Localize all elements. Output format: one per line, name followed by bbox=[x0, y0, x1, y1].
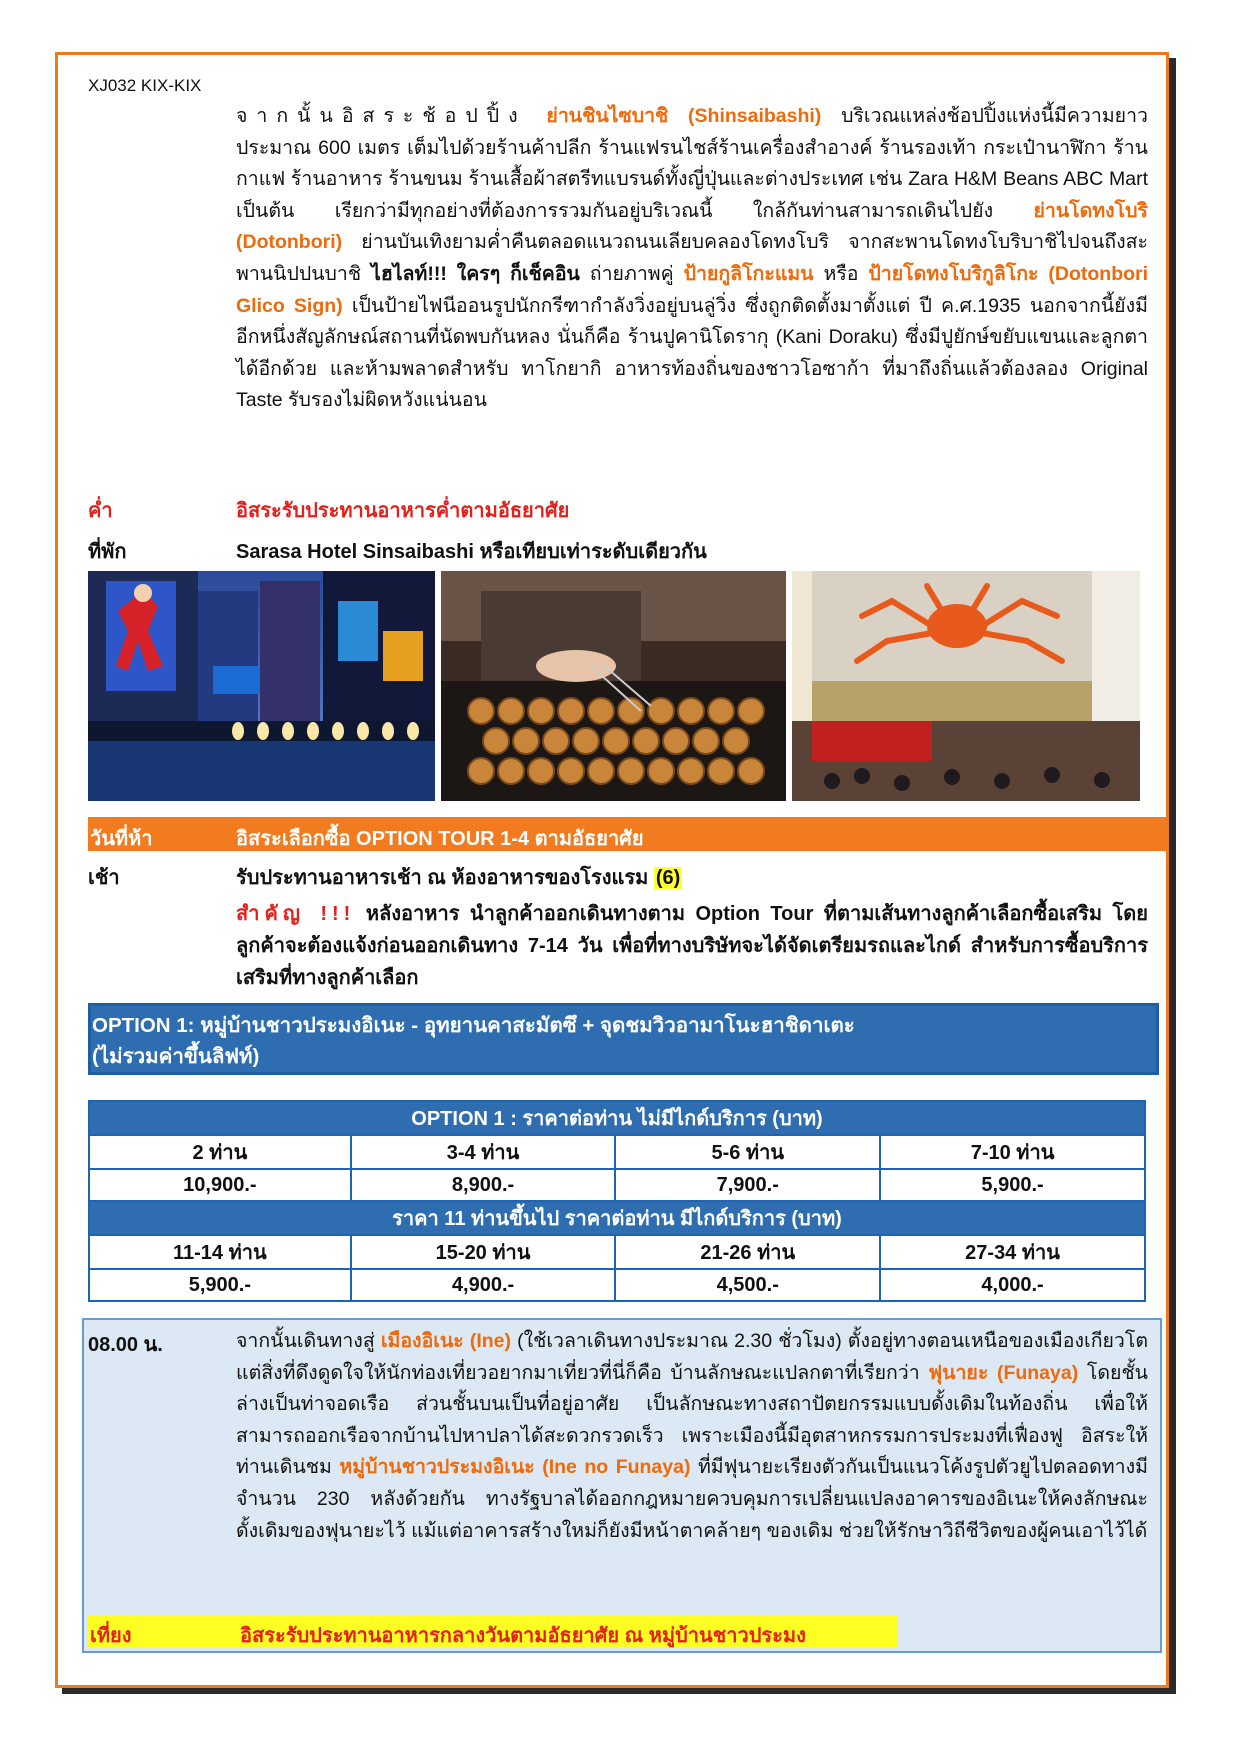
lunch-label: เที่ยง bbox=[90, 1625, 132, 1647]
group-cell: 27-34 ท่าน bbox=[880, 1235, 1145, 1269]
day-five-title: อิสระเลือกซื้อ OPTION TOUR 1-4 ตามอัธยาศัย bbox=[236, 828, 644, 850]
price-cell: 5,900.- bbox=[880, 1169, 1145, 1201]
lunch-text: อิสระรับประทานอาหารกลางวันตามอัธยาศัย ณ หมู่บ้านชาวประมง bbox=[240, 1625, 806, 1647]
intro-or: หรือ bbox=[823, 262, 859, 285]
table-row bbox=[89, 1135, 1145, 1169]
schedule-text-3: ที่มีฟุนายะเรียงตัวกันเป็นแนวโค้งรูปตัวยูไปตลอดทางมีจำนวน 230 หลังด้วยกัน ทางรัฐบาลได้ออกกฎหมายควบคุมการเปลี่ยนแปลงอาคารของอิเนะให้คงลักษณะดั้งเดิมของฟุนายะไว้ แม้แต่อาคารสร้างใหม่ก็ยังมีหน้าตาคล้ายๆ ของเดิม ช่วยให้รักษาวิถีชีวิตของผู้คนเอาไว้ได้ bbox=[236, 1456, 1148, 1542]
day-five-band bbox=[88, 817, 1166, 851]
intro-text-2: บริเวณแหล่งช้อปปิ้งแห่งนี้มีความยาวประมาณ 600 เมตร เต็มไปด้วยร้านค้าปลีก ร้านแฟรนไชส์ร้านเครื่องสำอางค์ ร้านรองเท้า กระเป๋านาฬิกา ร้านกาแฟ ร้านอาหาร ร้านขนม ร้านเสื้อผ้าสตรีทแบรนด์ทั้งญี่ปุ่นและต่างประเทศ เช่น Zara H&M Beans ABC Mart เป็นต้น เรียกว่ามีทุกอย่างที่ต้องการรวมกันอยู่บริเวณนี้ ใกล้กันท่านสามารถเดินไปยัง bbox=[236, 105, 1149, 222]
breakfast-line bbox=[236, 861, 682, 893]
important-note bbox=[236, 898, 1148, 994]
price-cell: 4,500.- bbox=[615, 1269, 880, 1301]
glico-sign-highlight: ป้ายโดทงโบริกูลิโกะ (Dotonbori Glico Sign) bbox=[236, 262, 1149, 317]
price-header-row bbox=[89, 1101, 1145, 1135]
option1-band bbox=[88, 1003, 1159, 1075]
important-text: หลังอาหาร นำลูกค้าออกเดินทางตาม Option Tour ที่ตามเส้นทางลูกค้าเลือกซื้อเสริม โดยลูกค้าจะต้องแจ้งก่อนออกเดินทาง 7-14 วัน เพื่อที่ทางบริษัทจะได้จัดเตรียมรถและไกด์ สำหรับการซื้อบริการเสริมที่ทางลูกค้าเลือก bbox=[236, 903, 1148, 989]
photo-glico-sign bbox=[88, 571, 435, 801]
funaya-highlight: ฟุนายะ (Funaya) bbox=[928, 1361, 1079, 1384]
hotel-suffix: หรือเทียบเท่าระดับเดียวกัน bbox=[479, 541, 707, 563]
hotel-label: ที่พัก bbox=[88, 541, 127, 563]
price-header-1: OPTION 1 : ราคาต่อท่าน ไม่มีไกด์บริการ (บาท) bbox=[89, 1101, 1145, 1135]
important-label: สำคัญ !!! bbox=[236, 903, 356, 925]
group-cell: 7-10 ท่าน bbox=[880, 1135, 1145, 1169]
group-cell: 2 ท่าน bbox=[89, 1135, 351, 1169]
price-header-row bbox=[89, 1201, 1145, 1235]
ine-funaya-highlight: หมู่บ้านชาวประมงอิเนะ (Ine no Funaya) bbox=[339, 1456, 691, 1479]
group-cell: 15-20 ท่าน bbox=[351, 1235, 616, 1269]
dinner-text: อิสระรับประทานอาหารค่ำตามอัธยาศัย bbox=[236, 500, 570, 522]
option1-note: (ไม่รวมค่าขึ้นลิฟท์) bbox=[92, 1045, 260, 1068]
intro-paragraph bbox=[236, 101, 1148, 417]
option1-title: OPTION 1: หมู่บ้านชาวประมงอิเนะ - อุทยานคาสะมัตซึ + จุดชมวิวอามาโนะฮาชิดาเตะ bbox=[92, 1014, 855, 1037]
price-cell: 10,900.- bbox=[89, 1169, 351, 1201]
highlight-checkin: ไฮไลท์!!! ใครๆ ก็เช็คอิน bbox=[371, 262, 580, 285]
shinsaibashi-highlight: ย่านชินไซบาชิ (Shinsaibashi) bbox=[546, 105, 822, 127]
schedule-text bbox=[236, 1326, 1148, 1547]
table-row bbox=[89, 1169, 1145, 1201]
glico-man-highlight: ป้ายกูลิโกะแมน bbox=[683, 262, 814, 285]
photo-kani-doraku bbox=[792, 571, 1140, 801]
meal-number-badge: (6) bbox=[655, 867, 681, 889]
option1-price-table bbox=[88, 1100, 1146, 1302]
price-cell: 7,900.- bbox=[615, 1169, 880, 1201]
group-cell: 11-14 ท่าน bbox=[89, 1235, 351, 1269]
schedule-text-1: จากนั้นเดินทางสู่ bbox=[236, 1330, 375, 1352]
price-cell: 8,900.- bbox=[351, 1169, 616, 1201]
price-cell: 5,900.- bbox=[89, 1269, 351, 1301]
dinner-label: ค่ำ bbox=[88, 500, 113, 522]
lunch-band bbox=[88, 1615, 898, 1647]
schedule-time: 08.00 น. bbox=[88, 1334, 163, 1356]
dotonbori-highlight: ย่านโดทงโบริ (Dotonbori) bbox=[236, 199, 1149, 254]
intro-text-1: จากนั้นอิสระช้อปปิ้ง bbox=[236, 105, 527, 127]
ine-highlight: เมืองอิเนะ (Ine) bbox=[380, 1330, 512, 1352]
intro-text-5: เป็นป้ายไฟนีออนรูปนักกรีฑากำลังวิ่งอยู่บนลู่วิ่ง ซึ่งถูกติดตั้งมาตั้งแต่ ปี ค.ศ.1935 นอกจากนี้ยังมีอีกหนึ่งสัญลักษณ์สถานที่นัดพบกันหลง นั่นก็คือ ร้านปูคานิโดรากุ (Kani Doraku) ซึ่งมีปูยักษ์ขยับแขนและลูกตาได้อีกด้วย และห้ามพลาดสำหรับ ทาโกยากิ อาหารท้องถิ่นของชาวโอซาก้า ที่มาถึงถิ่นแล้วต้องลอง Original Taste รับรองไม่ผิดหวังแน่นอน bbox=[236, 294, 1148, 412]
price-cell: 4,000.- bbox=[880, 1269, 1145, 1301]
day-five-label: วันที่ห้า bbox=[90, 828, 153, 850]
hotel-name: Sarasa Hotel Sinsaibashi bbox=[236, 541, 474, 563]
group-cell: 21-26 ท่าน bbox=[615, 1235, 880, 1269]
price-cell: 4,900.- bbox=[351, 1269, 616, 1301]
tour-code: XJ032 KIX-KIX bbox=[88, 76, 202, 95]
table-row bbox=[89, 1269, 1145, 1301]
intro-text-3: ย่านบันเทิงยามค่ำคืนตลอดแนวถนนเลียบคลองโดทงโบริ จากสะพานโดทงโบริบาชิไปจนถึงสะพานนิปปนบาชิ bbox=[236, 231, 1148, 285]
hotel-line bbox=[236, 535, 707, 567]
schedule-text-2: โดยชั้นล่างเป็นท่าจอดเรือ ส่วนชั้นบนเป็นที่อยู่อาศัย เป็นลักษณะทางสถาปัตยกรรมแบบดั้งเดิมในท้องถิ่น เพื่อให้สามารถออกเรือจากบ้านไปหาปลาได้สะดวกรวดเร็ว เพราะเมืองนี้มีอุตสาหกรรมการประมงที่เฟื่องฟู อิสระให้ท่านเดินชม bbox=[236, 1361, 1148, 1479]
group-cell: 3-4 ท่าน bbox=[351, 1135, 616, 1169]
breakfast-text: รับประทานอาหารเช้า ณ ห้องอาหารของโรงแรม bbox=[236, 867, 649, 889]
photo-takoyaki bbox=[441, 571, 786, 801]
group-cell: 5-6 ท่าน bbox=[615, 1135, 880, 1169]
price-header-2: ราคา 11 ท่านขึ้นไป ราคาต่อท่าน มีไกด์บริการ (บาท) bbox=[89, 1201, 1145, 1235]
table-row bbox=[89, 1235, 1145, 1269]
intro-text-3b: ถ่ายภาพคู่ bbox=[589, 262, 674, 285]
schedule-text-1b: (ใช้เวลาเดินทางประมาณ 2.30 ชั่วโมง) ตั้งอยู่ทางตอนเหนือของเมืองเกียวโต แต่สิ่งที่ดึงดูดใจให้นักท่องเที่ยวอยากมาเที่ยวที่นี่ก็คือ บ้านลักษณะแปลกตาที่เรียกว่า bbox=[236, 1330, 1149, 1384]
breakfast-label: เช้า bbox=[88, 867, 120, 889]
